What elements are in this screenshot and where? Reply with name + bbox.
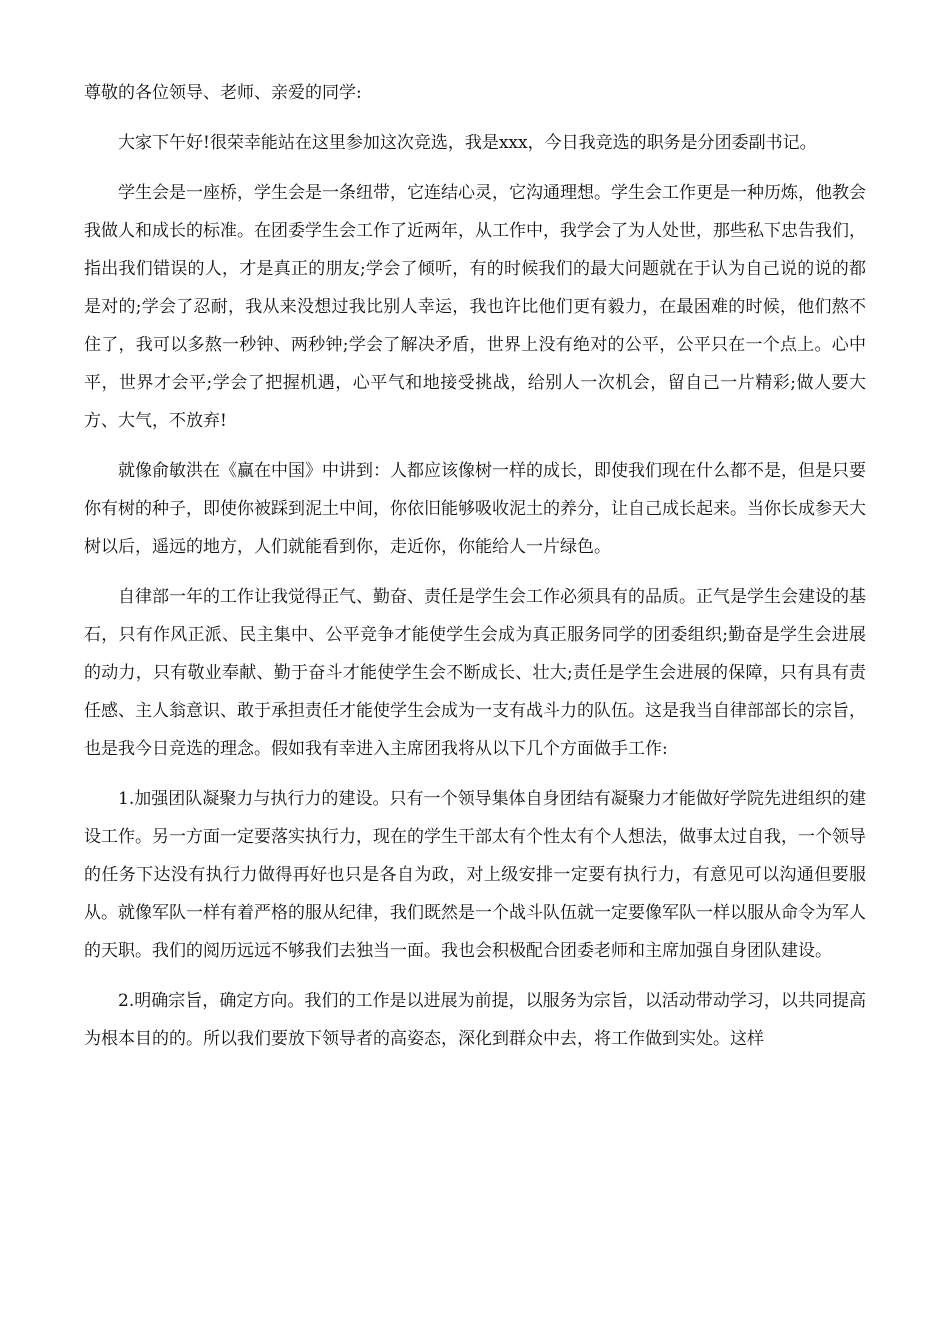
paragraph-student-union: 学生会是一座桥，学生会是一条纽带，它连结心灵，它沟通理想。学生会工作更是一种历炼，他教会我做人和成长的标准。在团委学生会工作了近两年，从工作中，我学会了为人处世，那些私下忠告我们，指出我们错误的人，才是真正的朋友;学会了倾听，有的时候我们的最大问题就在于认为自己说的说的都是对的;学会了忍耐，我从来没想过我比别人幸运，我也许比他们更有毅力，在最困难的时候，他们熬不住了，我可以多熬一秒钟、两秒钟;学会了解决矛盾，世界上没有绝对的公平，公平只在一个点上。心中平，世界才会平;学会了把握机遇，心平气和地接受挑战，给别人一次机会，留自己一片精彩;做人要大方、大气，不放弃! — [84, 183, 866, 431]
document-body — [84, 74, 866, 1070]
paragraph-tree-quote: 就像俞敏洪在《赢在中国》中讲到：人都应该像树一样的成长，即使我们现在什么都不是，但是只要你有树的种子，即使你被踩到泥土中间，你依旧能够吸收泥土的养分，让自己成长起来。当你长成参天大树以后，遥远的地方，人们就能看到你，走近你，你能给人一片绿色。 — [84, 461, 866, 557]
salutation: 尊敬的各位领导、老师、亲爱的同学: — [84, 83, 362, 103]
paragraph-discipline-department: 自律部一年的工作让我觉得正气、勤奋、责任是学生会工作必须具有的品质。正气是学生会建设的基石，只有作风正派、民主集中、公平竞争才能使学生会成为真正服务同学的团委组织;勤奋是学生会进展的动力，只有敬业奉献、勤于奋斗才能使学生会不断成长、壮大;责任是学生会进展的保障，只有具有责任感、主人翁意识、敢于承担责任才能使学生会成为一支有战斗力的队伍。这是我当自律部部长的宗旨，也是我今日竞选的理念。假如我有幸进入主席团我将从以下几个方面做手工作: — [84, 587, 866, 759]
paragraph-point-2: 2.明确宗旨，确定方向。我们的工作是以进展为前提，以服务为宗旨，以活动带动学习，以共同提高为根本目的的。所以我们要放下领导者的高姿态，深化到群众中去，将工作做到实处。这样 — [84, 991, 866, 1049]
paragraph-greeting: 大家下午好!很荣幸能站在这里参加这次竞选，我是xxx，今日我竞选的职务是分团委副书记。 — [118, 133, 817, 153]
paragraph-point-1: 1.加强团队凝聚力与执行力的建设。只有一个领导集体自身团结有凝聚力才能做好学院先进组织的建设工作。另一方面一定要落实执行力，现在的学生干部太有个性太有个人想法，做事太过自我，一个领导的任务下达没有执行力做得再好也只是各自为政，对上级安排一定要有执行力，有意见可以沟通但要服从。就像军队一样有着严格的服从纪律，我们既然是一个战斗队伍就一定要像军队一样以服从命令为军人的天职。我们的阅历远远不够我们去独当一面。我也会积极配合团委老师和主席加强自身团队建设。 — [84, 789, 866, 961]
